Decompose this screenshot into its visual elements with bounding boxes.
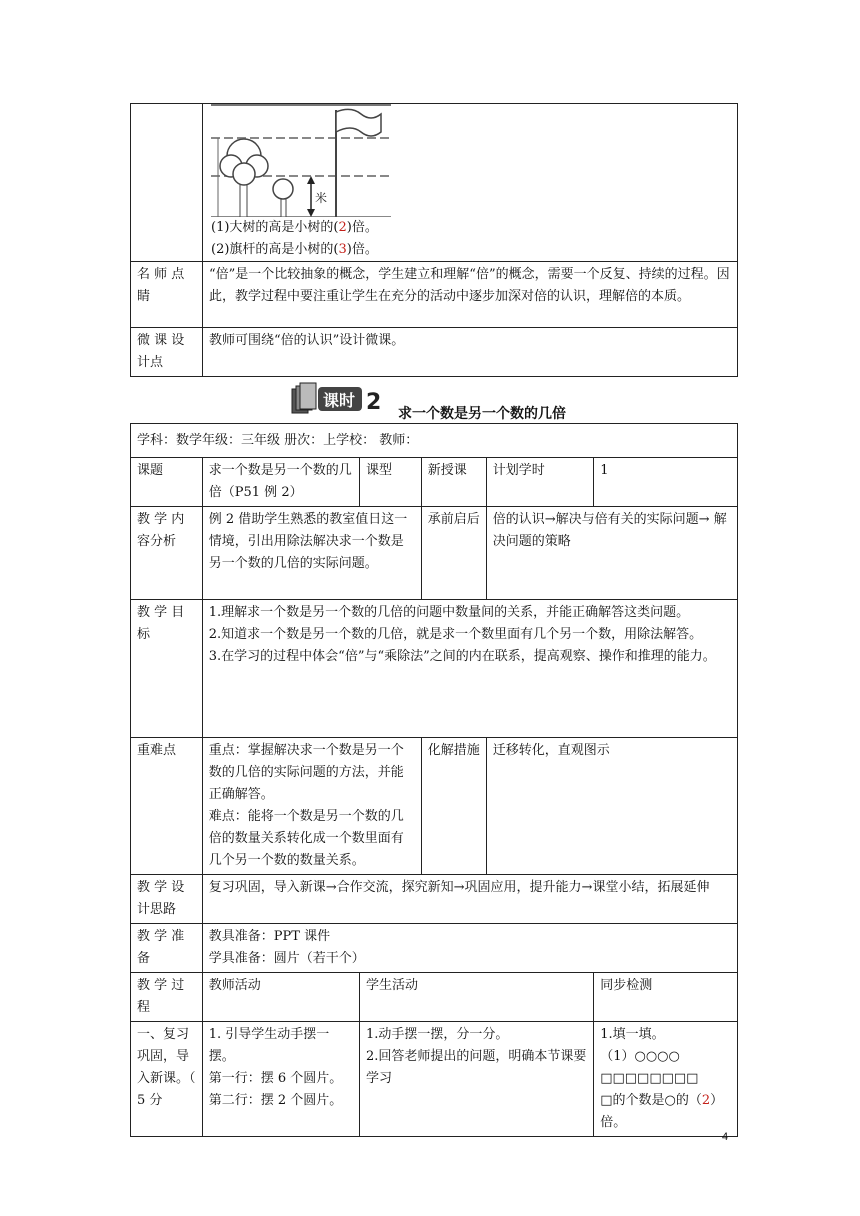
connect-text: 倍的认识→解决与倍有关的实际问题→ 解决问题的策略 — [486, 507, 737, 600]
topic-label: 课题 — [131, 458, 203, 507]
student-line: 1.动手摆一摆，分一分。 — [366, 1027, 509, 1042]
goals-list — [202, 600, 737, 738]
student-line: 2.回答老师提出的问题，明确本节课要学习 — [366, 1049, 587, 1086]
big-tree-icon — [220, 139, 268, 217]
lesson-badge — [290, 381, 400, 421]
difficult-point: 难点：能将一个数是另一个数的几倍的数量关系转化成一个数里面有几个另一个数的数量关系。 — [208, 809, 404, 868]
badge-number: 2 — [366, 390, 382, 415]
question-2: (2)旗杆的高是小树的(3)倍。 — [211, 242, 378, 257]
page-number: 4 — [722, 1131, 729, 1143]
key-points — [202, 738, 421, 875]
figure-cell — [203, 104, 738, 262]
badge-text: 课时 — [323, 391, 356, 410]
comment-label: 名 师 点睛 — [131, 262, 203, 328]
tree-flagpole-figure — [211, 104, 391, 217]
check-line: （1）○○○○ — [600, 1049, 680, 1064]
key-label: 重难点 — [131, 738, 203, 875]
design-label: 教 学 设计思路 — [131, 875, 203, 924]
lesson-title: 求一个数是另一个数的几倍 — [398, 406, 566, 422]
type-label: 课型 — [360, 458, 422, 507]
micro-label: 微 课 设计点 — [131, 328, 203, 377]
col-student-header: 学生活动 — [360, 973, 594, 1022]
step1-label: 一、复习巩固，导入新课。（ 5 分 — [131, 1022, 203, 1137]
step1-check — [594, 1022, 738, 1137]
key-point: 重点：掌握解决求一个数是另一个数的几倍的实际问题的方法，并能正确解答。 — [208, 743, 404, 802]
goal-item: 3.在学习的过程中体会“倍”与“乘除法”之间的内在联系，提高观察、操作和推理的能力。 — [208, 649, 716, 664]
goal-item: 1.理解求一个数是另一个数的几倍的问题中数量间的关系，并能正确解答这类问题。 — [208, 605, 690, 620]
top-table — [130, 103, 738, 377]
prep-label: 教 学 准备 — [131, 924, 203, 973]
check-line: □的个数是○的（2）倍。 — [600, 1093, 724, 1130]
design-text: 复习巩固，导入新课→合作交流，探究新知→巩固应用，提升能力→课堂小结，拓展延伸 — [202, 875, 737, 924]
goals-label: 教 学 目标 — [131, 600, 203, 738]
teacher-line: 1. 引导学生动手摆一摆。 — [208, 1027, 330, 1064]
book-stack-icon — [290, 381, 400, 417]
analysis-text: 例 2 借助学生熟悉的教室值日这一情境，引出用除法解决求一个数是另一个数的几倍的实际问题。 — [202, 507, 421, 600]
comment-text: “倍”是一个比较抽象的概念，学生建立和理解“倍”的概念，需要一个反复、持续的过程。因此，教学过程中要注重让学生在充分的活动中逐步加深对倍的认识，理解倍的本质。 — [203, 262, 738, 328]
measure-label: 化解措施 — [421, 738, 486, 875]
lesson-plan-table — [130, 423, 738, 1137]
step1-student — [360, 1022, 594, 1137]
hours-value: 1 — [594, 458, 738, 507]
measure-arrow-icon — [307, 176, 315, 217]
col-teacher-header: 教师活动 — [202, 973, 359, 1022]
measure-mark: 米 — [315, 191, 328, 205]
goal-item: 2.知道求一个数是另一个数的几倍，就是求一个数里面有几个另一个数，用除法解答。 — [208, 627, 703, 642]
prep-student: 学具准备：圆片（若干个） — [208, 951, 365, 966]
question-1: (1)大树的高是小树的(2)倍。 — [211, 220, 378, 235]
teacher-line: 第一行：摆 6 个圆片。 — [208, 1071, 343, 1086]
teacher-line: 第二行：摆 2 个圆片。 — [208, 1093, 343, 1108]
plan-header: 学科：数学年级：三年级 册次：上学校： 教师： — [131, 424, 738, 458]
small-tree-icon — [273, 179, 293, 217]
connect-label: 承前启后 — [421, 507, 486, 600]
prep-teacher: 教具准备：PPT 课件 — [208, 929, 331, 944]
analysis-label: 教 学 内容分析 — [131, 507, 203, 600]
flagpole-icon — [336, 109, 381, 217]
micro-text: 教师可围绕“倍的认识”设计微课。 — [203, 328, 738, 377]
prep-text — [202, 924, 737, 973]
col-check-header: 同步检测 — [594, 973, 738, 1022]
type-value: 新授课 — [421, 458, 486, 507]
process-label: 教 学 过程 — [131, 973, 203, 1022]
empty-label-cell — [131, 104, 203, 262]
check-title: 1.填一填。 — [600, 1027, 665, 1042]
hours-label: 计划学时 — [486, 458, 593, 507]
measure-text: 迁移转化，直观图示 — [486, 738, 737, 875]
check-line: □□□□□□□□ — [600, 1071, 699, 1086]
step1-teacher — [202, 1022, 359, 1137]
topic-value: 求一个数是另一个数的几倍（P51 例 2） — [202, 458, 359, 507]
